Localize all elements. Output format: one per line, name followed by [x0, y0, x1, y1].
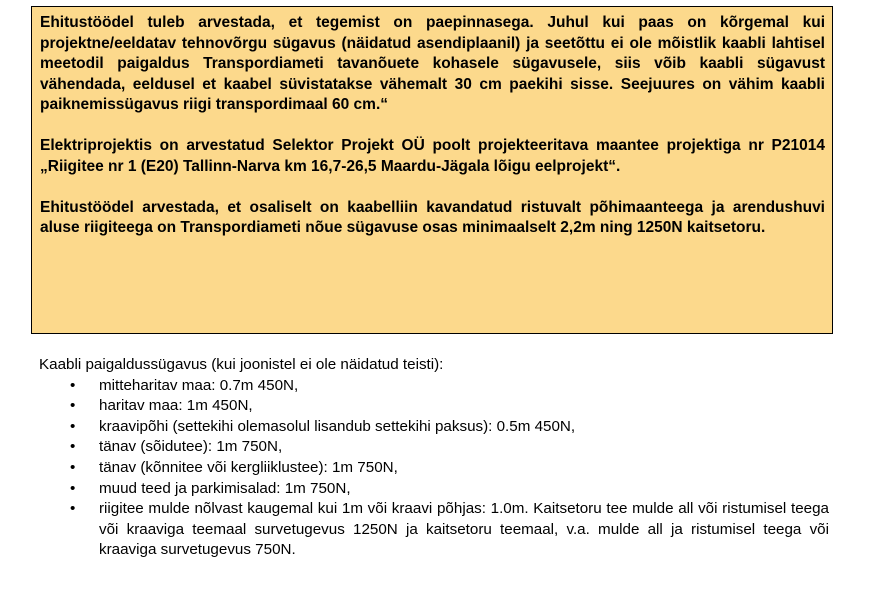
bullet-icon: •: [70, 458, 76, 476]
bullet-icon: •: [70, 417, 76, 435]
list-item-text: kraavipõhi (settekihi olemasolul lisandub settekihi paksus): 0.5m 450N,: [99, 417, 576, 435]
installation-depth-section: [39, 355, 829, 561]
list-item: [39, 396, 829, 417]
bullet-icon: •: [70, 479, 76, 497]
list-item: [39, 458, 829, 479]
highlighted-notice-box: [31, 6, 833, 334]
notice-paragraph-crossing-depth: Ehitustöödel arvestada, et osaliselt on kaabelliin kavandatud ristuvalt põhimaanteega ja arendushuvi aluse riigiteega on Transpordiameti nõue sügavuse osas minimaalselt 2,2m ning 1250N kaitsetoru.: [40, 198, 825, 236]
list-item-text: riigitee mulde nõlvast kaugemal kui 1m või kraavi põhjas: 1.0m. Kaitsetoru tee mulde all või ristumisel teega või kraaviga teemaal survetugevus 1250N ja kaitsetoru teemaal, v.a. mulde all ja ristumisel teega või kraaviga survetugevus 750N.: [99, 500, 829, 559]
list-item-text: haritav maa: 1m 450N,: [99, 397, 253, 415]
list-item: [39, 479, 829, 500]
notice-paragraph-limestone: Ehitustöödel tuleb arvestada, et tegemist on paepinnasega. Juhul kui paas on kõrgemal kui projektne/eeldatav tehnovõrgu sügavus (näidatud asendiplaanil) ja seetõttu ei ole mõistlik kaabli lahtisel meetodil paigaldus Transpordiameti tavanõuete kohasele sügavusele, siis võib kaabli sügavust vähendada, eeldusel et kaabel süvistatakse vähemalt 30 cm paekihi sisse. Seejuures on vähim kaabli paiknemissügavus riigi transpordimaal 60 cm.“: [40, 14, 825, 113]
list-item-text: tänav (sõidutee): 1m 750N,: [99, 438, 283, 456]
notice-paragraph-road-project: Elektriprojektis on arvestatud Selektor Projekt OÜ poolt projekteeritava maantee projektiga nr P21014 „Riigitee nr 1 (E20) Tallinn-Narva km 16,7-26,5 Maardu-Jägala lõigu eelprojekt“.: [40, 137, 825, 175]
list-item: [39, 417, 829, 438]
list-item: [39, 376, 829, 397]
installation-depth-intro: Kaabli paigaldussügavus (kui joonistel ei ole näidatud teisti):: [39, 356, 444, 373]
paragraph-spacer: [40, 177, 825, 198]
list-item: [39, 437, 829, 458]
bullet-icon: •: [70, 500, 76, 518]
bullet-icon: •: [70, 397, 76, 415]
list-item-text: muud teed ja parkimisalad: 1m 750N,: [99, 479, 351, 497]
paragraph-spacer: [40, 116, 825, 137]
list-item-text: tänav (kõnnitee või kergliiklustee): 1m 750N,: [99, 458, 398, 476]
installation-depth-list: [39, 376, 829, 561]
bullet-icon: •: [70, 376, 76, 394]
list-item-text: mitteharitav maa: 0.7m 450N,: [99, 376, 299, 394]
list-item: [39, 499, 829, 561]
bullet-icon: •: [70, 438, 76, 456]
